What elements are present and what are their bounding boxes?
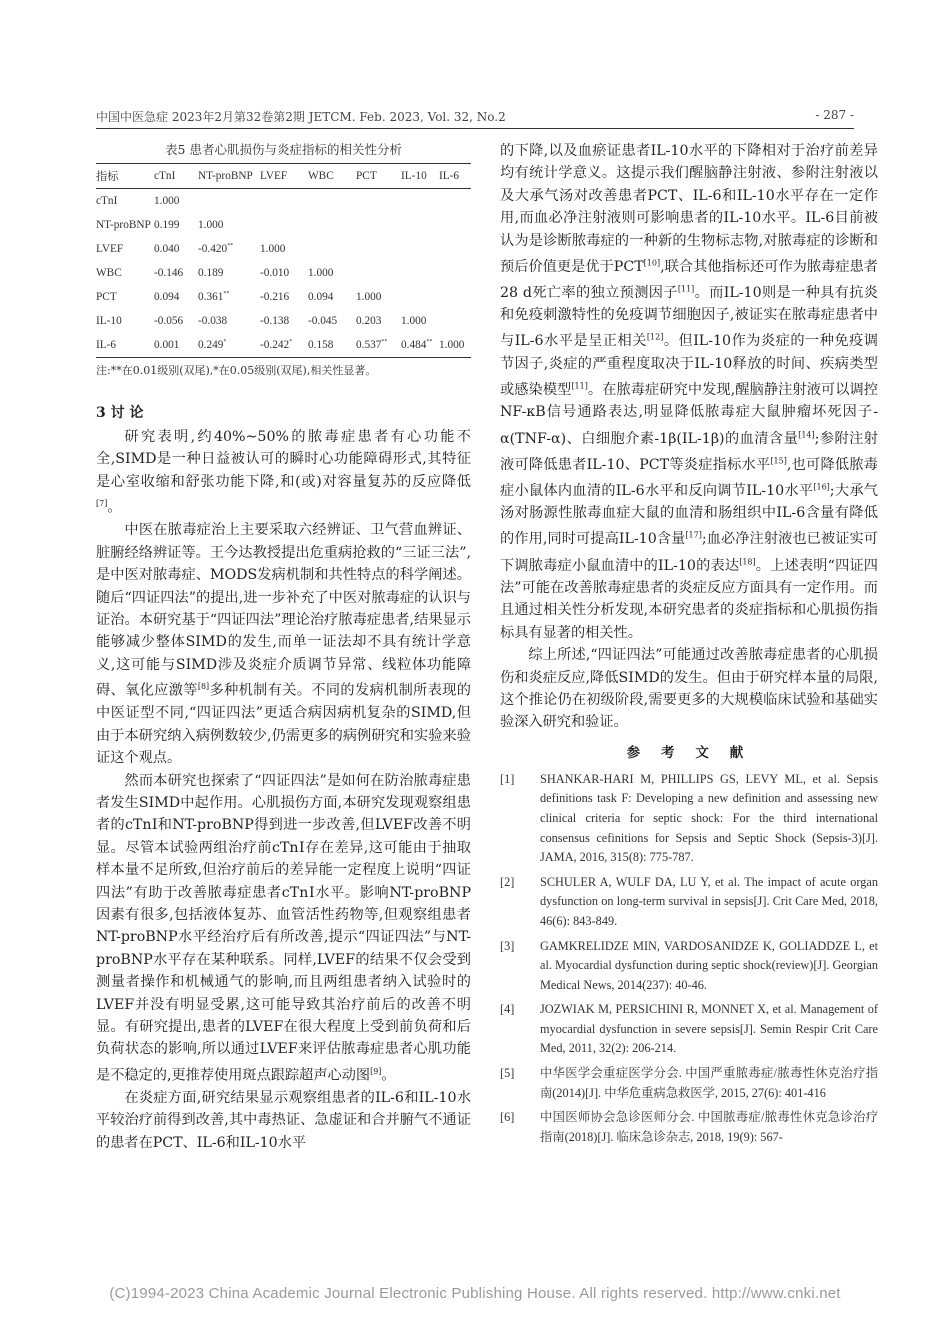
- table-cell: 0.249*: [198, 339, 227, 351]
- table-row: [96, 309, 471, 333]
- table-row: [96, 213, 471, 237]
- reference-number: [5]: [500, 1066, 515, 1081]
- section-title: 3 讨 论: [96, 405, 144, 421]
- table-header-cell: IL-10: [401, 170, 427, 182]
- table-row-label: LVEF: [96, 243, 124, 255]
- table-row: [96, 333, 471, 358]
- table-cell: [401, 237, 439, 261]
- table-cell: [260, 213, 308, 237]
- table-cell: [356, 189, 401, 214]
- paragraph: 中医在脓毒症治上主要采取六经辨证、卫气营血辨证、脏腑经络辨证等。王今达教授提出危重病抢救的“三证三法”,是中医对脓毒症、MODS发病机制和共性特点的科学阐述。随后“四证四法”的提出,进一步补充了中医对脓毒症的认识与证治。本研究基于“四证四法”理论治疗脓毒症患者,结果显示能够减少整体SIMD的发生,而单一证法却不具有统计学意义,这可能与SIMD涉及炎症介质调节异常、线粒体功能障碍、氧化应激等[8]多种机制有关。不同的发病机制所表现的中医证型不同,“四证四法”更适合病因病机复杂的SIMD,但由于本研究纳入病例数较少,仍需更多的病例研究和实验来验证这个观点。: [96, 522, 471, 767]
- table-cell: [198, 189, 260, 214]
- table-cell: 1.000: [401, 315, 427, 327]
- right-column: [500, 140, 878, 1152]
- table-row-label: IL-10: [96, 315, 122, 327]
- reference-number: [1]: [500, 771, 515, 786]
- table-cell: [308, 189, 356, 214]
- paragraph-part-2: 的下降,以及血瘀证患者IL-10水平的下降相对于治疗前差异均有统计学意义。这提示我们醒脑静注射液、参附注射液以及大承气汤对改善患者PCT、IL-6和IL-10水平存在一定作用,而血必净注射液则可影响患者的IL-10水平。IL-6目前被认为是诊断脓毒症的一种新的生物标志物,对脓毒症的诊断和预后价值更是优于PCT[10],联合其他指标还可作为脓毒症患者28 d死亡率的独立预测因子[11]。而IL-10则是一种具有抗炎和免疫刺激特性的免疫调节细胞因子,被证实在脓毒症患者中与IL-6水平是呈正相关[12]。但IL-10作为炎症的一种免疫调节因子,炎症的严重程度取决于IL-10释放的时间、疾病类型或感染模型[11]。在脓毒症研究中发现,醒脑静注射液可以调控NF-κB信号通路表达,明显降低脓毒症大鼠肿瘤坏死因子-α(TNF-α)、白细胞介素-1β(IL-1β)的血清含量[14];参附注射液可降低患者IL-10、PCT等炎症指标水平[15],也可降低脓毒症小鼠体内血清的IL-6水平和反向调节IL-10水平[16];大承气汤对肠源性脓毒血症大鼠的血清和肠组织中IL-6含量有降低的作用,同时可提高IL-10含量[17];血必净注射液也已被证实可下调脓毒症小鼠血清中的IL-10的表达[18]。上述表明“四证四法”可能在改善脓毒症患者的炎症反应方面具有一定作用。而且通过相关性分析发现,本研究患者的炎症指标和心肌损伤指标具有显著的相关性。: [500, 143, 878, 641]
- copyright-footer: (C)1994-2023 China Academic Journal Electronic Publishing House. All rights reserved. http://www.cnki.net: [109, 1285, 841, 1302]
- paragraph: 然而本研究也探索了“四证四法”是如何在防治脓毒症患者发生SIMD中起作用。心肌损伤方面,本研究发现观察组患者的cTnⅠ和NT-proBNP得到进一步改善,但LVEF改善不明显。尽管本试验两组治疗前cTnⅠ存在差异,这可能由于抽取样本量不足所致,但治疗前后的差异能一定程度上说明“四证四法”有助于改善脓毒症患者cTnⅠ水平。影响NT-proBNP因素有很多,包括液体复苏、血管活性药物等,但观察组患者NT-proBNP水平经治疗后有所改善,提示“四证四法”与NT-proBNP水平存在某种联系。同样,LVEF的结果不仅会受到测量者操作和机械通气的影响,而且两组患者纳入试验时的LVEF并没有明显受累,这可能导致其治疗前后的改善不明显。有研究提出,患者的LVEF在很大程度上受到前负荷和后负荷状态的影响,所以通过LVEF来评估脓毒症患者心肌功能是不稳定的,更推荐使用斑点跟踪超声心动图[9]。: [96, 772, 471, 1084]
- reference-item: [500, 1064, 878, 1103]
- reference-text: 中华医学会重症医学分会. 中国严重脓毒症/脓毒性休克治疗指南(2014)[J]. 中华危重病急救医学, 2015, 27(6): 401-416: [540, 1066, 878, 1100]
- reference-item: [500, 1108, 878, 1147]
- table-cell: 0.189: [198, 267, 224, 279]
- reference-item: [500, 770, 878, 868]
- table-row-label: PCT: [96, 291, 117, 303]
- table-cell: -0.010: [260, 267, 290, 279]
- paragraph-continuation: [500, 140, 878, 644]
- table-cell: [356, 213, 401, 237]
- table-cell: 1.000: [198, 219, 224, 231]
- table-header-cell: cTnI: [154, 170, 176, 182]
- table-cell: 0.094: [154, 291, 180, 303]
- reference-number: [2]: [500, 874, 515, 889]
- table-cell: 0.158: [308, 339, 334, 351]
- table-cell: [308, 213, 356, 237]
- reference-text: GAMKRELIDZE MIN, VARDOSANIDZE K, GOLIADDZE L, et al. Myocardial dysfunction during septic shock(review)[J]. Georgian Medical News, 2014(237): 40-46.: [540, 938, 878, 992]
- paragraph-continued: [96, 1087, 471, 1154]
- table-cell: 1.000: [154, 195, 180, 207]
- table-cell: [401, 285, 439, 309]
- table-cell: -0.038: [198, 315, 228, 327]
- table-header-cell: WBC: [308, 170, 334, 182]
- table-caption: 表5 患者心肌损伤与炎症指标的相关性分析: [165, 142, 402, 157]
- table-cell: -0.045: [308, 315, 338, 327]
- table-cell: 1.000: [260, 243, 286, 255]
- table-cell: [356, 237, 401, 261]
- table-cell: 0.001: [154, 339, 180, 351]
- table-cell: 0.537**: [356, 339, 388, 351]
- correlation-table: [96, 163, 471, 358]
- table-header-cell: IL-6: [439, 170, 460, 182]
- references-title: 参 考 文 献: [626, 744, 752, 761]
- table-cell: -0.146: [154, 267, 184, 279]
- table-row: [96, 261, 471, 285]
- reference-text: SCHULER A, WULF DA, LU Y, et al. The impact of acute organ dysfunction on long-term survival in sepsis[J]. Crit Care Med, 2018, 46(6): 843-849.: [540, 874, 878, 928]
- reference-list: [500, 770, 878, 1148]
- table-row-label: NT-proBNP: [96, 219, 151, 231]
- table-cell: 0.484**: [401, 339, 433, 351]
- table-header-row: [96, 164, 471, 189]
- table-cell: [401, 213, 439, 237]
- table-row: [96, 189, 471, 214]
- reference-number: [6]: [500, 1110, 515, 1125]
- table-cell: 0.361**: [198, 291, 230, 303]
- reference-text: SHANKAR-HARI M, PHILLIPS GS, LEVY ML, et al. Sepsis definitions task F: Developing a new definition and assessing new clinical criteria for septic shock: For the third international consensus cefinitions for Sepsis and Septic Shock (Sepsis-3)[J]. JAMA, 2016, 315(8): 775-787.: [540, 771, 878, 865]
- table-row: [96, 237, 471, 261]
- table-cell: [439, 237, 471, 261]
- table-cell: 0.203: [356, 315, 382, 327]
- table-cell: -0.216: [260, 291, 290, 303]
- table-cell: [401, 189, 439, 214]
- table-note: 注:**在0.01级别(双尾),*在0.05级别(双尾),相关性显著。: [96, 364, 377, 377]
- table-cell: [401, 261, 439, 285]
- reference-text: 中国医师协会急诊医师分会. 中国脓毒症/脓毒性休克急诊治疗指南(2018)[J]. 临床急诊杂志, 2018, 19(9): 567-: [540, 1110, 878, 1144]
- running-header: [96, 108, 854, 126]
- table-cell: -0.242*: [260, 339, 293, 351]
- page-number: - 287 -: [815, 108, 854, 122]
- table-cell: -0.138: [260, 315, 290, 327]
- table-row-label: cTnI: [96, 195, 118, 207]
- table-header-cell: 指标: [96, 171, 119, 183]
- table-cell: [439, 309, 471, 333]
- paragraph: 研究表明,约40%~50%的脓毒症患者有心功能不全,SIMD是一种日益被认可的瞬时心功能障碍形式,其特征是心室收缩和舒张功能下降,和(或)对容量复苏的反应降低[7]。: [96, 429, 471, 516]
- table-cell: [260, 189, 308, 214]
- reference-text: JOZWIAK M, PERSICHINI R, MONNET X, et al. Management of myocardial dysfunction in severe sepsis[J]. Semin Respir Crit Care Med, 2011, 32(2): 206-214.: [540, 1002, 878, 1056]
- journal-header: 中国中医急症 2023年2月第32卷第2期 JETCM. Feb. 2023, Vol. 32, No.2: [96, 110, 506, 124]
- reference-item: [500, 873, 878, 932]
- table-header-cell: NT-proBNP: [198, 170, 253, 182]
- paragraph-part-1: 在炎症方面,研究结果显示观察组患者的IL-6和IL-10水平较治疗前得到改善,其中毒热证、急虚证和合并腑气不通证的患者在PCT、IL-6和IL-10水平: [96, 1089, 471, 1151]
- left-column: [96, 140, 471, 1154]
- table-row-label: IL-6: [96, 339, 117, 351]
- table-cell: 1.000: [308, 267, 334, 279]
- reference-number: [4]: [500, 1002, 515, 1017]
- table-cell: [439, 285, 471, 309]
- table-row-label: WBC: [96, 267, 122, 279]
- table-cell: [356, 261, 401, 285]
- header-rule: [96, 128, 854, 129]
- table-cell: [308, 237, 356, 261]
- table-header-cell: LVEF: [260, 170, 288, 182]
- table-cell: 1.000: [439, 339, 465, 351]
- table-cell: [439, 213, 471, 237]
- reference-item: [500, 937, 878, 996]
- table-cell: 0.094: [308, 291, 334, 303]
- paragraph: 综上所述,“四证四法”可能通过改善脓毒症患者的心肌损伤和炎症反应,降低SIMD的发生。但由于研究样本量的局限,这个推论仍在初级阶段,需要更多的大规模临床试验和基础实验深入研究和验证。: [500, 647, 878, 731]
- table-cell: -0.056: [154, 315, 184, 327]
- table-cell: 0.040: [154, 243, 180, 255]
- table-cell: [439, 261, 471, 285]
- reference-number: [3]: [500, 938, 515, 953]
- table-header-cell: PCT: [356, 170, 377, 182]
- reference-item: [500, 1000, 878, 1059]
- table-cell: 0.199: [154, 219, 180, 231]
- table-cell: 1.000: [356, 291, 382, 303]
- table-cell: -0.420**: [198, 243, 234, 255]
- table-cell: [439, 189, 471, 214]
- table-row: [96, 285, 471, 309]
